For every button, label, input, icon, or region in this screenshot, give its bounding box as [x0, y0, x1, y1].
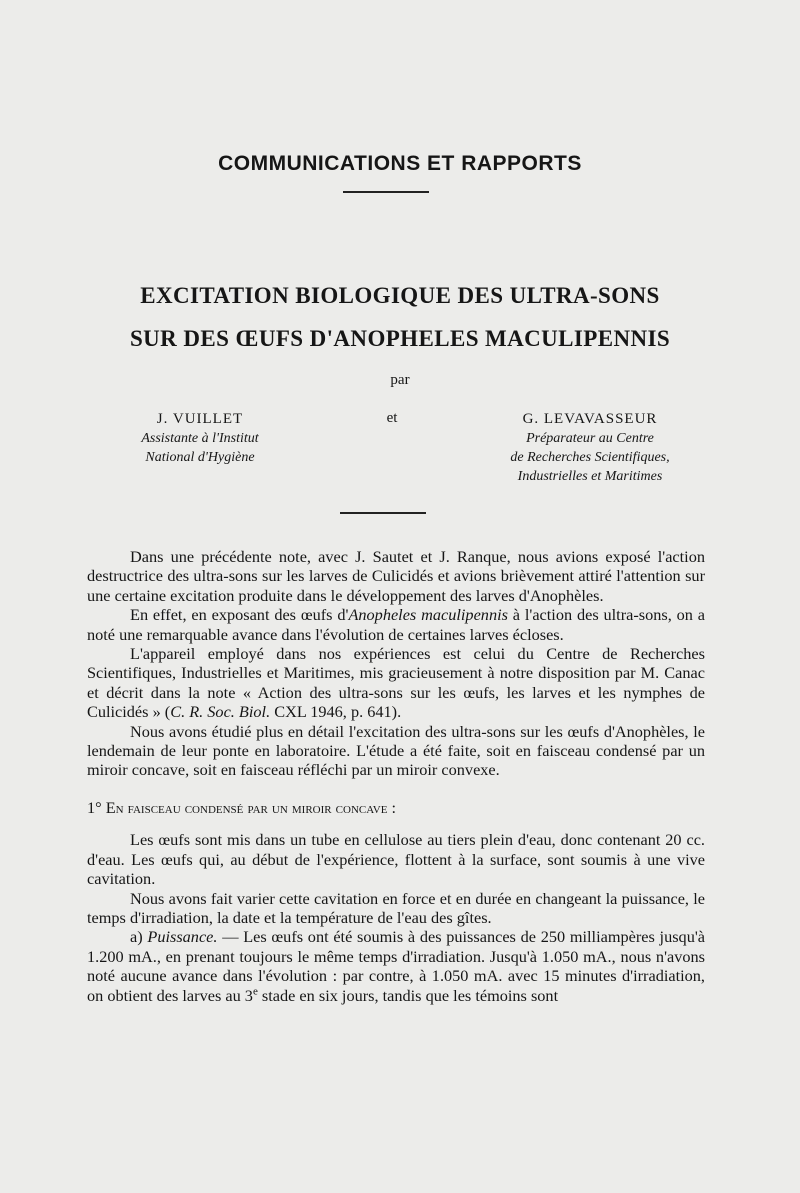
author-affiliation-line: Préparateur au Centre	[526, 431, 654, 446]
author-name: J. VUILLET	[156, 411, 244, 427]
section-header: COMMUNICATIONS ET RAPPORTS	[218, 152, 582, 175]
article-title-line-2: SUR DES ŒUFS D'ANOPHELES MACULIPENNIS	[129, 326, 671, 351]
body-paragraph	[87, 605, 705, 644]
text-run: à l'action des ultra-sons, on a noté une remarquable avance dans l'évolution de certaines larves écloses.	[87, 605, 705, 644]
text-run: CXL 1946, p. 641).	[270, 702, 402, 722]
subsection-label: Puissance.	[147, 927, 218, 947]
author-block-2	[470, 410, 710, 486]
author-name: G. LEVAVASSEUR	[522, 411, 658, 427]
text-run: — Les œufs ont été soumis à des puissances de 250 milliampères jusqu'à 1.200 mA., en prenant toujours le même temps d'irradiation. Jusqu'à 1.050 mA., nous n'avons noté aucune avance dans l'évolution : par contre, à 1.050 mA. avec 15 minutes d'irradiation, on obtient des larves au 3	[87, 927, 706, 1005]
body-paragraph: Nous avons fait varier cette cavitation en force et en durée en changeant la puissance, le temps d'irradiation, la date et la température de l'eau des gîtes.	[87, 888, 705, 927]
author-conjunction: et	[386, 410, 398, 426]
section-heading: 1° En faisceau condensé par un miroir concave :	[87, 797, 397, 817]
article-body	[87, 547, 705, 1005]
article-title-line-1: EXCITATION BIOLOGIQUE DES ULTRA-SONS	[140, 283, 660, 308]
author-block-1	[100, 410, 300, 467]
citation-journal: C. R. Soc. Biol.	[170, 702, 271, 722]
text-run: stade en six jours, tandis que les témoins sont	[257, 985, 559, 1005]
body-paragraph	[87, 927, 705, 1005]
body-paragraph	[87, 644, 705, 722]
body-paragraph: Les œufs sont mis dans un tube en cellulose au tiers plein d'eau, donc contenant 20 cc. d'eau. Les œufs qui, au début de l'expérience, flottent à la surface, sont soumis à une vive cavitation.	[87, 830, 705, 889]
body-paragraph: Dans une précédente note, avec J. Sautet et J. Ranque, nous avions exposé l'action destructrice des ultra-sons sur les larves de Culicidés et avions brièvement attiré l'attention sur une certaine excitation produite dans le développement des larves d'Anophèles.	[87, 547, 705, 605]
author-affiliation-line: National d'Hygiène	[145, 450, 255, 465]
body-paragraph: Nous avons étudié plus en détail l'excitation des ultra-sons sur les œufs d'Anophèles, le lendemain de leur ponte en laboratoire. L'étude a été faite, soit en faisceau condensé par un miroir concave, soit en faisceau réfléchi par un miroir convexe.	[87, 721, 705, 780]
author-affiliation-line: de Recherches Scientifiques,	[510, 450, 670, 465]
author-affiliation-line: Industrielles et Maritimes	[517, 469, 663, 484]
text-run: En effet, en exposant des œufs d'	[130, 605, 349, 625]
byline-par: par	[390, 372, 410, 388]
author-affiliation-line: Assistante à l'Institut	[141, 431, 259, 446]
title-divider	[340, 512, 426, 514]
list-label: a)	[130, 927, 148, 947]
superscript: e	[252, 985, 258, 998]
species-name: Anopheles maculipennis	[348, 605, 508, 625]
header-divider	[343, 191, 429, 193]
text-run: L'appareil employé dans nos expériences est celui du Centre de Recherches Scientifiques, Industrielles et Maritimes, mis gracieusement à notre disposition par M. Canac et décrit dans la note « Action des ultra-sons sur les œufs, les larves et les nymphes de Culicidés » (	[87, 644, 705, 722]
